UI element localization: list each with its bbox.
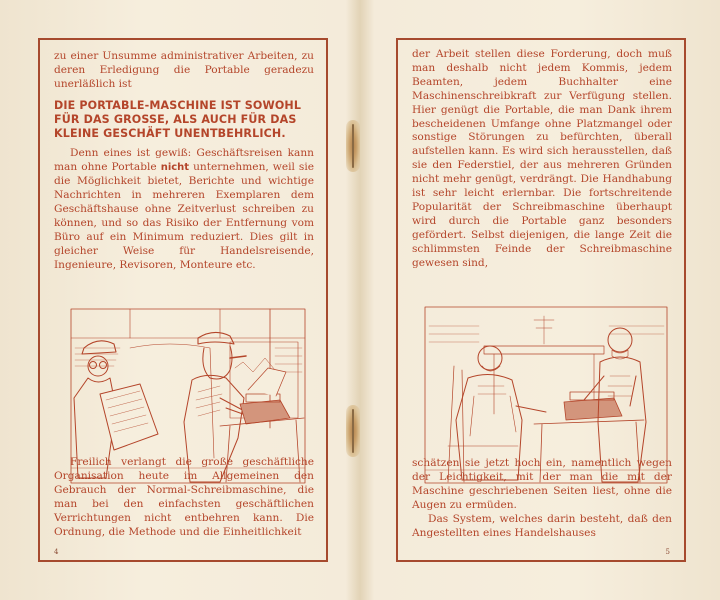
para1-part-2: unternehmen, weil sie die Möglichkeit bietet, Berichte und wichtige Nachrichten in mehreren Exemplaren dem Geschäftshause ohne Zeitverlust schreiben zu können, und so das Risiko der Entfernung vom Büro auf ein Minimum reduziert. Dies gilt in gleicher Weise für Handelsreisende, Ingenieure, Revisoren, Monteure etc. [54, 161, 315, 271]
page-number-left: 4 [54, 548, 59, 556]
right-paragraph-3: Das System, welches darin besteht, daß den Angestellten eines Handelshauses [412, 512, 672, 539]
left-paragraph-1 [54, 147, 314, 272]
right-text-bottom [412, 457, 672, 540]
para1-bold-word: nicht [160, 162, 190, 174]
right-page [396, 38, 686, 562]
para1-part-1: Denn eines ist gewiß: Geschäftsreisen kann man ohne Portable [54, 147, 314, 174]
left-text-top [54, 50, 314, 273]
left-paragraph-2: Freilich verlangt die große geschäftliche Organisation heute im Allgemeinen den Gebrauch der Normal-Schreibmaschine, die man bei den einfachsten geschäftlichen Verrichtungen nicht entbehren kann. Die Ordnung, die Methode und die Einheitlichkeit [54, 456, 314, 538]
page-number-right: 5 [665, 548, 670, 556]
right-paragraph-2: schätzen sie jetzt hoch ein, namentlich wegen der Leichtigkeit, mit der man die mit der Maschine geschriebenen Seiten liest, ohne die Augen zu ermüden. [412, 457, 672, 511]
left-text-bottom [54, 456, 314, 539]
right-text-top [412, 48, 672, 271]
left-page [38, 38, 328, 562]
staple-bottom [346, 405, 360, 457]
staple-top [346, 120, 360, 172]
right-paragraph-1: der Arbeit stellen diese Forderung, doch muß man deshalb nicht jedem Kommis, jedem Beamten, jedem Buchhalter eine Maschinenschreibkraft zur Verfügung stellen. Hier genügt die Portable, die man Dank ihrem bescheidenen Umfange ohne Platzmangel oder sonstige Störungen zu befürchten, überall aufstellen kann. Es wird sich herausstellen, daß sie den Federstiel, der aus mehreren Gründen nicht mehr genügt, verdrängt. Die Handhabung ist sehr leicht erlernbar. Die fortschreitende Popularität der Schreibmaschine überhaupt wird durch die Portable ganz besonders gefördert. Selbst diejenigen, die lange Zeit die schlimmsten Feinde der Schreibmaschine gewesen sind, [412, 48, 672, 269]
lead-paragraph: zu einer Unsumme administrativer Arbeiten, zu deren Erledigung die Portable geradezu unerläßlich ist [54, 50, 314, 90]
section-heading: DIE PORTABLE-MASCHINE IST SOWOHL FÜR DAS GROSSE, ALS AUCH FÜR DAS KLEINE GESCHÄFT UNENTBEHRLICH. [54, 98, 302, 140]
